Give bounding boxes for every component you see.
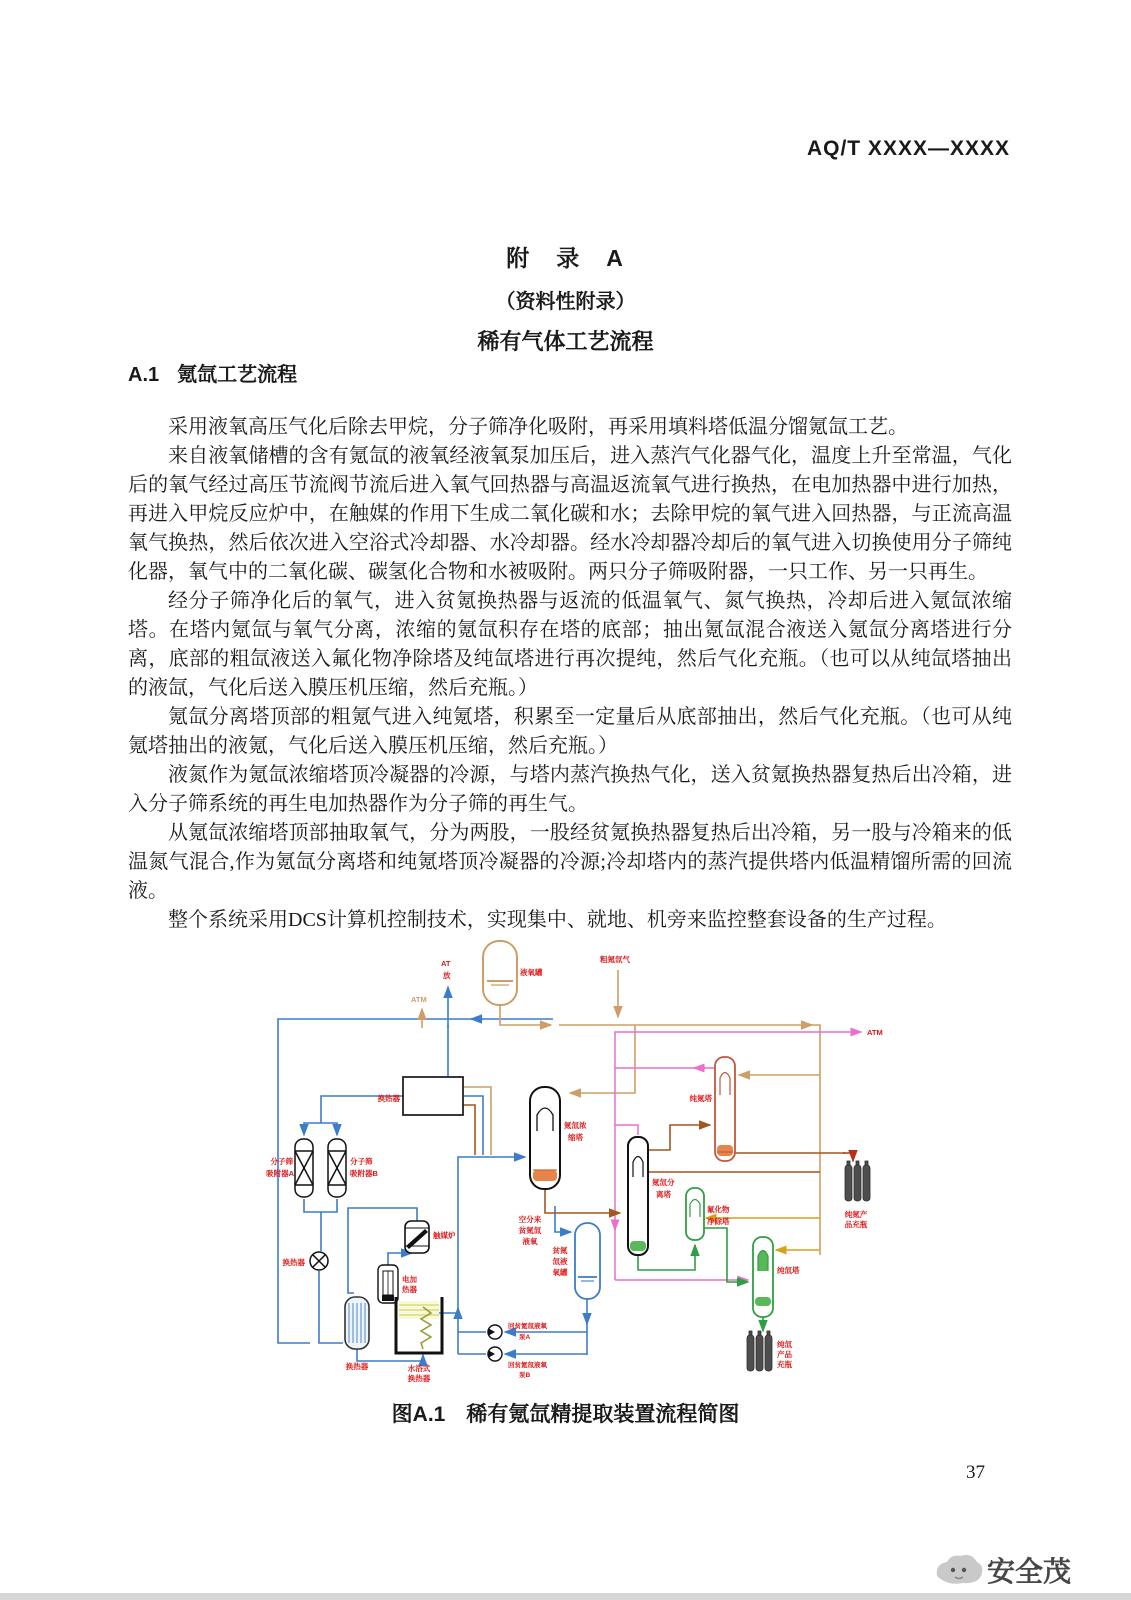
paragraph: 采用液氧高压气化后除去甲烷，分子筛净化吸附，再采用填料塔低温分馏氪氙工艺。 bbox=[168, 416, 908, 438]
molecular-sieve-adsorber-a bbox=[295, 1139, 313, 1197]
dark-red-arrows bbox=[843, 1153, 853, 1161]
pump-a-label-2: 泵A bbox=[519, 1334, 531, 1341]
asu-feed-label-3: 液氧 bbox=[522, 1237, 538, 1246]
catalyst-furnace bbox=[405, 1221, 429, 1253]
page-bottom-edge bbox=[0, 1593, 1131, 1600]
electric-heater-label-2: 热器 bbox=[402, 1285, 417, 1294]
paragraph: 经分子筛净化后的氧气，进入贫氪换热器与返流的低温氧气、氮气换热，冷却后进入氪氙浓缩塔。在塔内氪氙与氧气分离，浓缩的氪氙积存在塔的底部；抽出氪氙混合液送入氪氙分离塔进行分离，底部的粗氙液送入氟化物净除塔及纯氙塔进行再次提纯，然后气化充瓶。（也可以从纯氙塔抽出的液氙，气化后送入膜压机压缩，然后充瓶。） bbox=[128, 590, 1012, 699]
watermark-text: 安全茂 bbox=[987, 1556, 1072, 1587]
asu-feed-label-2: 贫氪氙 bbox=[518, 1226, 542, 1235]
standard-code: AQ/T XXXX—XXXX bbox=[806, 137, 1010, 160]
atm-right-label: ATM bbox=[867, 1028, 883, 1037]
krxe-separation-column bbox=[628, 1137, 648, 1255]
pump-b bbox=[487, 1347, 502, 1361]
paragraph: 来自液氧储槽的含有氪氙的液氧经液氧泵加压后，进入蒸汽气化器气化，温度上升至常温，气化后的氧气经过高压节流阀节流后进入氧气回热器与高温返流氧气进行换热，在电加热器中进行加热，再进入甲烷反应炉中，在触媒的作用下生成二氧化碳和水；去除甲烷的氧气进入回热器，与正流高温氧气换热，然后依次进入空浴式冷却器、水冷却器。经水冷却器冷却后的氧气进入切换使用分子筛纯化器，氧气中的二氧化碳、碳氢化合物和水被吸附。两只分子筛吸附器，一只工作、另一只再生。 bbox=[128, 445, 1012, 583]
heat-exchanger-box bbox=[403, 1077, 463, 1115]
magenta-streams bbox=[615, 1032, 861, 1280]
section-heading bbox=[128, 358, 297, 387]
pure-xenon-column bbox=[753, 1237, 773, 1317]
watermark-logo bbox=[933, 1550, 985, 1590]
appendix-title: 附 录 A bbox=[506, 245, 625, 271]
water-bath-label-1: 水浴式 bbox=[407, 1364, 431, 1373]
paragraph: 从氪氙浓缩塔顶部抽取氧气，分为两股，一股经贫氪换热器复热后出冷箱，另一股与冷箱来的低温氮气混合,作为氪氙分离塔和纯氪塔顶冷凝器的冷源;冷却塔内的蒸汽提供塔内低温精馏所需的回流液。 bbox=[128, 822, 1012, 902]
paragraph: 整个系统采用DCS计算机控制技术，实现集中、就地、机旁来监控整套设备的生产过程。 bbox=[168, 909, 947, 931]
paragraph: 液氮作为氪氙浓缩塔顶冷凝器的冷源，与塔内蒸汽换热气化，送入贫氪换热器复热后出冷箱，进入分子筛系统的再生电加热器作为分子筛的再生气。 bbox=[128, 764, 1012, 815]
catalyst-furnace-label: 触媒炉 bbox=[433, 1231, 456, 1240]
conc-column-label-1: 氪氙浓 bbox=[564, 1121, 587, 1130]
hx-top-label: 换热器 bbox=[377, 1094, 400, 1103]
ms-b-label-1: 分子筛 bbox=[350, 1157, 373, 1166]
kr-product-cylinders bbox=[845, 1161, 870, 1201]
body-text bbox=[128, 413, 1012, 935]
pump-a bbox=[487, 1325, 502, 1339]
appendix-name: 稀有气体工艺流程 bbox=[477, 329, 654, 354]
krxe-concentration-column bbox=[530, 1087, 560, 1189]
conc-column-label-2: 缩塔 bbox=[568, 1133, 583, 1142]
appendix-title-block bbox=[0, 240, 1131, 356]
water-bath-label-2: 换热器 bbox=[407, 1374, 431, 1383]
ms-b-label-2: 吸附器B bbox=[350, 1169, 378, 1178]
section-title: 氪氙工艺流程 bbox=[177, 364, 298, 386]
watermark bbox=[933, 1550, 1071, 1590]
section-number: A.1 bbox=[128, 364, 160, 386]
at-label: AT bbox=[441, 959, 451, 968]
fluoride-label-1: 氟化物 bbox=[707, 1205, 730, 1214]
shell-tube-exchanger bbox=[345, 1297, 369, 1349]
water-bath-exchanger bbox=[396, 1297, 442, 1353]
pump-b-label-1: 回贫氪氙液氧 bbox=[508, 1362, 547, 1369]
paragraph: 氪氙分离塔顶部的粗氪气进入纯氪塔，积累至一定量后从底部抽出，然后气化充瓶。（也可从纯氪塔抽出的液氪，气化后送入膜压机压缩，然后充瓶。） bbox=[128, 706, 1012, 757]
lox-tank bbox=[483, 941, 517, 1005]
page-number: 37 bbox=[966, 1462, 985, 1483]
ms-a-label-1: 分子筛 bbox=[270, 1157, 293, 1166]
molecular-sieve-adsorber-b bbox=[328, 1139, 346, 1197]
lean-lox-tank-label-2: 氙液 bbox=[552, 1257, 568, 1266]
kr-bottles-label-2: 品充瓶 bbox=[844, 1220, 868, 1229]
pure-kr-label: 纯氪塔 bbox=[689, 1094, 712, 1103]
kr-bottles-label-1: 纯氪产 bbox=[844, 1210, 868, 1219]
lox-tank-label: 液氧罐 bbox=[520, 968, 543, 977]
sep-column-label-2: 离塔 bbox=[656, 1190, 671, 1199]
asu-feed-label-1: 空分来 bbox=[518, 1215, 542, 1224]
lean-lox-tank-label-1: 贫氪 bbox=[552, 1246, 568, 1255]
pump-a-label-1: 回贫氪氙液氧 bbox=[508, 1323, 547, 1330]
pure-krypton-column bbox=[715, 1057, 735, 1161]
atm-left-label: ATM bbox=[411, 995, 427, 1004]
hx-bottom-label: 换热器 bbox=[345, 1362, 369, 1371]
pump-b-label-2: 泵B bbox=[519, 1372, 531, 1379]
fluoride-removal-column bbox=[686, 1188, 704, 1240]
ms-a-label-2: 吸附器A bbox=[266, 1169, 294, 1178]
xe-bottles-label-2: 产品 bbox=[777, 1350, 792, 1359]
crude-gas-label: 粗氪氙气 bbox=[600, 955, 630, 964]
vent-label: 放 bbox=[443, 971, 451, 980]
xe-product-cylinders bbox=[747, 1331, 772, 1371]
pure-xe-label: 纯氙塔 bbox=[777, 1266, 800, 1275]
lean-lox-tank-label-3: 氧罐 bbox=[552, 1268, 568, 1277]
brown-streams bbox=[463, 1105, 845, 1213]
fluoride-label-2: 净除塔 bbox=[707, 1217, 730, 1226]
heat-exchanger-circle-symbol bbox=[310, 1252, 328, 1270]
figure-caption: 图A.1 稀有氪氙精提取装置流程简图 bbox=[391, 1403, 740, 1426]
lean-lox-tank bbox=[575, 1223, 600, 1299]
xe-bottles-label-1: 纯氙 bbox=[777, 1340, 792, 1349]
appendix-subtitle: （资料性附录） bbox=[495, 291, 636, 313]
xe-bottles-label-3: 充瓶 bbox=[777, 1360, 792, 1369]
sep-column-label-1: 氪氙分 bbox=[652, 1178, 675, 1187]
electric-heater-label-1: 电加 bbox=[402, 1275, 417, 1284]
hx-left-label: 换热器 bbox=[282, 1258, 305, 1267]
process-flow-diagram bbox=[215, 925, 925, 1395]
